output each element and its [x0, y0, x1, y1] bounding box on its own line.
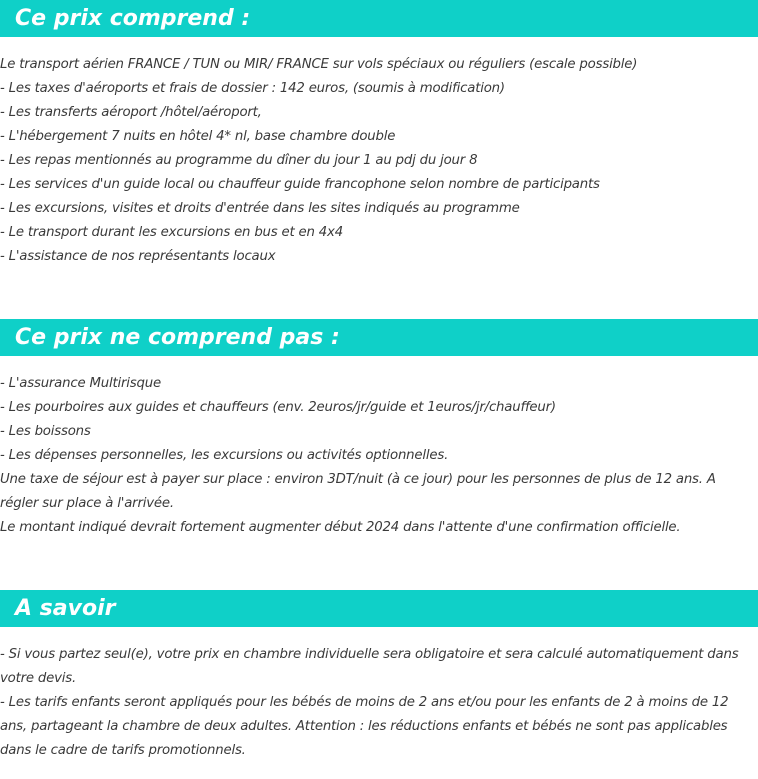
list-item: - L'assurance Multirisque — [0, 376, 161, 391]
list-item: - L'assistance de nos représentants locaux — [0, 249, 276, 264]
list-item: - Les taxes d'aéroports et frais de dossier : 142 euros, (soumis à modification) — [0, 81, 505, 96]
list-item: - Les repas mentionnés au programme du dîner du jour 1 au pdj du jour 8 — [0, 153, 478, 168]
not-included-list — [0, 372, 752, 540]
good-to-know-list — [0, 643, 752, 763]
section-header-included: Ce prix comprend : — [0, 0, 758, 37]
list-item: - Si vous partez seul(e), votre prix en chambre individuelle sera obligatoire et sera calculé automatiquement dans votre devis. — [0, 647, 739, 686]
list-item: - Les pourboires aux guides et chauffeurs (env. 2euros/jr/guide et 1euros/jr/chauffeur) — [0, 400, 556, 415]
list-item: Le montant indiqué devrait fortement augmenter début 2024 dans l'attente d'une confirmation officielle. — [0, 520, 681, 535]
list-item: - Le transport durant les excursions en bus et en 4x4 — [0, 225, 343, 240]
list-item: - Les services d'un guide local ou chauffeur guide francophone selon nombre de participants — [0, 177, 600, 192]
list-item: Le transport aérien FRANCE / TUN ou MIR/ FRANCE sur vols spéciaux ou réguliers (escale possible) — [0, 57, 638, 72]
list-item: - L'hébergement 7 nuits en hôtel 4* nl, base chambre double — [0, 129, 396, 144]
list-item: - Les transferts aéroport /hôtel/aéroport, — [0, 105, 262, 120]
included-list — [0, 53, 752, 269]
list-item: - Les boissons — [0, 424, 91, 439]
list-item: Une taxe de séjour est à payer sur place : environ 3DT/nuit (à ce jour) pour les personnes de plus de 12 ans. A régler sur place à l'arrivée. — [0, 472, 716, 511]
section-header-good-to-know: A savoir — [0, 590, 758, 627]
section-header-not-included: Ce prix ne comprend pas : — [0, 319, 758, 356]
list-item: - Les excursions, visites et droits d'entrée dans les sites indiqués au programme — [0, 201, 520, 216]
list-item: - Les dépenses personnelles, les excursions ou activités optionnelles. — [0, 448, 449, 463]
list-item: - Les tarifs enfants seront appliqués pour les bébés de moins de 2 ans et/ou pour les enfants de 2 à moins de 12 ans, partageant la chambre de deux adultes. Attention : les réductions enfants et bébés ne sont pas applicables dans le cadre de tarifs promotionnels. — [0, 695, 729, 758]
